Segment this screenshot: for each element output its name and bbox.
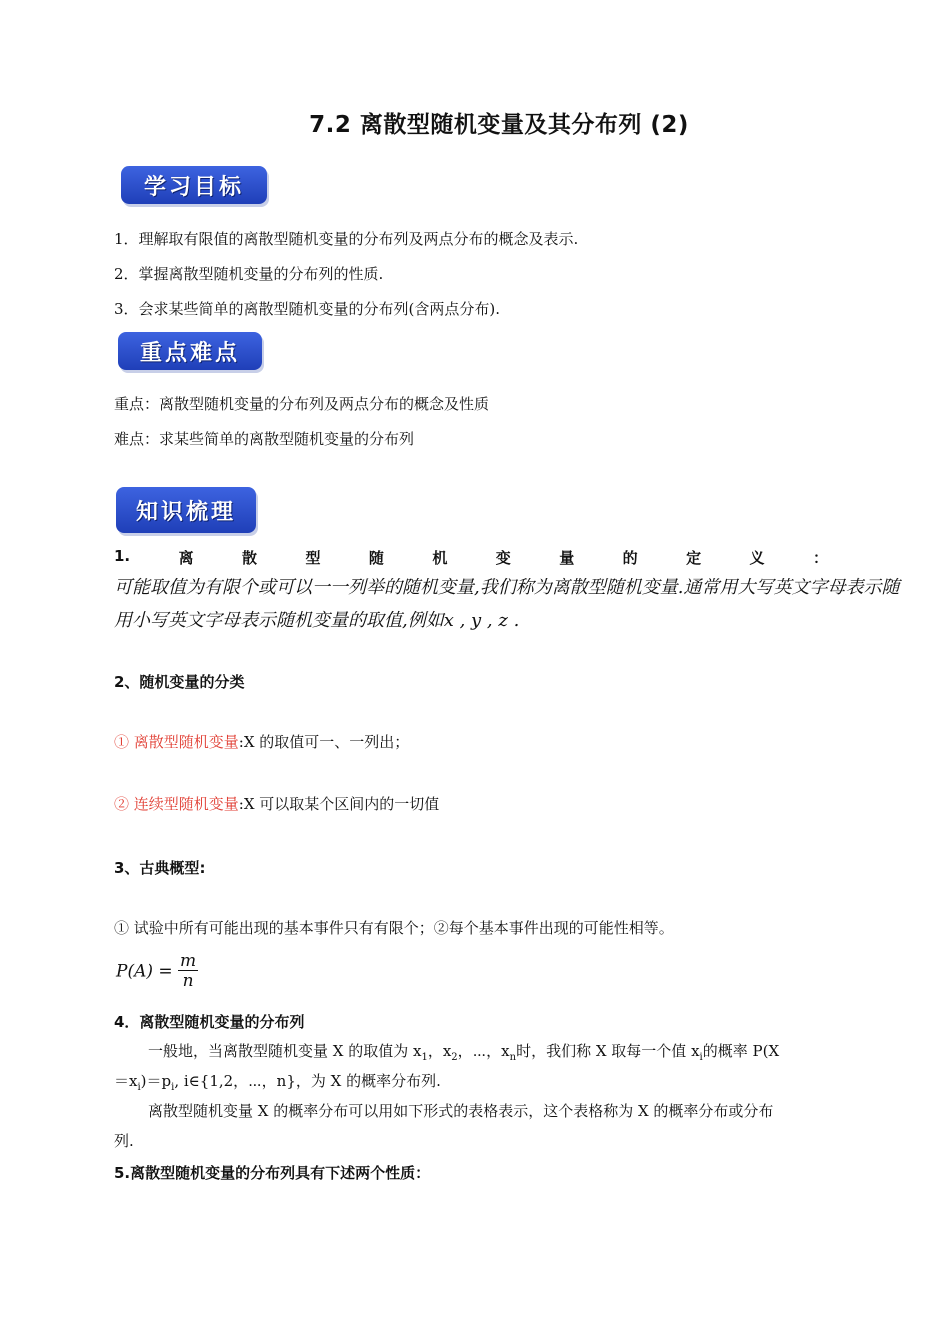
distribution-paragraph: 离散型随机变量 X 的概率分布可以用如下形式的表格表示，这个表格称为 X 的概率分布或分布: [148, 1102, 774, 1120]
distribution-paragraph: 列.: [114, 1132, 134, 1150]
definition-line: 用小写英文字母表示随机变量的取值,例如x , y , z .: [114, 610, 520, 631]
section1-heading: 1. 离 散 型 随 机 变 量 的 定 义 ：: [114, 547, 828, 567]
page-title: 7.2 离散型随机变量及其分布列 (2): [309, 112, 689, 138]
continuous-label: ② 连续型随机变量: [114, 795, 239, 813]
knowledge-badge: 知识梳理: [116, 487, 256, 533]
key-points-badge: 重点难点: [118, 332, 262, 370]
section2-heading: 2、随机变量的分类: [114, 673, 245, 691]
section4-heading: 4．离散型随机变量的分布列: [114, 1013, 305, 1031]
classification-item: ② 连续型随机变量:X 可以取某个区间内的一切值: [114, 795, 440, 813]
objective-item: 3．会求某些简单的离散型随机变量的分布列(含两点分布).: [114, 300, 501, 318]
definition-line: 可能取值为有限个或可以一一列举的随机变量,我们称为离散型随机变量.通常用大写英文字母表示随: [114, 577, 900, 598]
objective-item: 1．理解取有限值的离散型随机变量的分布列及两点分布的概念及表示.: [114, 230, 579, 248]
objective-item: 2．掌握离散型随机变量的分布列的性质.: [114, 265, 384, 283]
classification-item: ① 离散型随机变量:X 的取值可一、一列出；: [114, 733, 410, 751]
important-point: 重点：离散型随机变量的分布列及两点分布的概念及性质: [114, 395, 490, 413]
difficult-point: 难点：求某些简单的离散型随机变量的分布列: [114, 430, 415, 448]
distribution-paragraph: 一般地，当离散型随机变量 X 的取值为 $x_1$，$x_2$，⋯，$x_n$时，我们称 X 取每一个值 $x_i$的概率 P(X: [148, 1042, 780, 1063]
classical-probability-text: ① 试验中所有可能出现的基本事件只有有限个；②每个基本事件出现的可能性相等。: [114, 919, 674, 937]
objectives-badge: 学习目标: [121, 166, 267, 204]
distribution-paragraph: $=x_i)=p_i$, i∈{1,2，⋯，n}，为 X 的概率分布列.: [114, 1072, 441, 1093]
discrete-label: ① 离散型随机变量: [114, 733, 239, 751]
section3-heading: 3、古典概型:: [114, 859, 206, 877]
section5-heading: 5.离散型随机变量的分布列具有下述两个性质：: [114, 1164, 431, 1182]
probability-formula: P(A) = $\frac{m}{n}$: [116, 951, 197, 991]
